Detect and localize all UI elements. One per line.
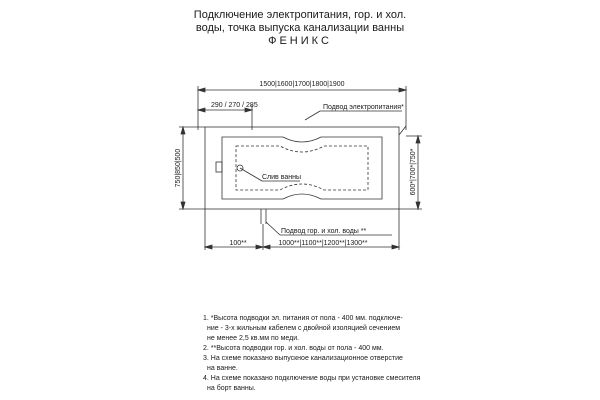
water-supply-label: Подвод гор. и хол. воды ** xyxy=(281,228,367,235)
arrow xyxy=(198,108,205,112)
length-dimension-label: 1500|1600|1700|1800|1900 xyxy=(259,81,345,88)
arrow xyxy=(198,88,205,92)
water-leader-line xyxy=(266,222,280,235)
note-line: 4. На схеме показано подключение воды при установке смесителя xyxy=(203,375,421,382)
title-line-2: воды, точка выпуска канализации ванны xyxy=(195,22,405,34)
arrow xyxy=(416,136,420,143)
arrow xyxy=(392,245,399,249)
drain-leader-line xyxy=(240,168,262,181)
note-line: ние - 3-х жильным кабелем с двойной изоляцией сечением xyxy=(207,325,401,332)
power-leader-line xyxy=(305,111,320,120)
title-line-1: Подключение электропитания, гор. и хол. xyxy=(193,9,407,21)
drain-offset-label: 290 / 270 / 285 xyxy=(211,102,258,109)
notes-list xyxy=(203,314,420,394)
arrow xyxy=(181,127,185,134)
width-dimension-label: 750|850|500 xyxy=(175,148,182,188)
note-line: на ванне. xyxy=(207,365,238,372)
note-line: не менее 2,5 кв.мм по меди. xyxy=(207,335,300,342)
arrow xyxy=(263,245,270,249)
bathtub-outline xyxy=(205,127,399,209)
note-line: 3. На схеме показано выпускное канализационное отверстие xyxy=(203,355,403,362)
drain-label: Слив ванны xyxy=(262,174,302,181)
arrow xyxy=(205,245,212,249)
height-dimension-label: 600*|700*|750* xyxy=(410,148,417,196)
power-supply-label: Подвод электропитания* xyxy=(323,104,404,111)
arrow xyxy=(181,202,185,209)
power-outlet xyxy=(399,126,406,135)
arrow xyxy=(399,88,406,92)
title-line-3: ФЕНИКС xyxy=(268,35,332,47)
note-line: 1. *Высота подводки эл. питания от пола - 400 мм. подключе- xyxy=(203,315,403,322)
left-offset-label: 100** xyxy=(229,240,247,247)
note-line: 2. **Высота подводки гор. и хол. воды от пола - 400 мм. xyxy=(203,345,384,352)
water-offset-label: 1000**|1100**|1200**|1300** xyxy=(278,240,368,247)
arrow xyxy=(416,202,420,209)
note-line: на борт ванны. xyxy=(207,385,256,392)
bathtub-bottom-dashed xyxy=(236,146,368,190)
overflow-outlet xyxy=(216,162,222,172)
